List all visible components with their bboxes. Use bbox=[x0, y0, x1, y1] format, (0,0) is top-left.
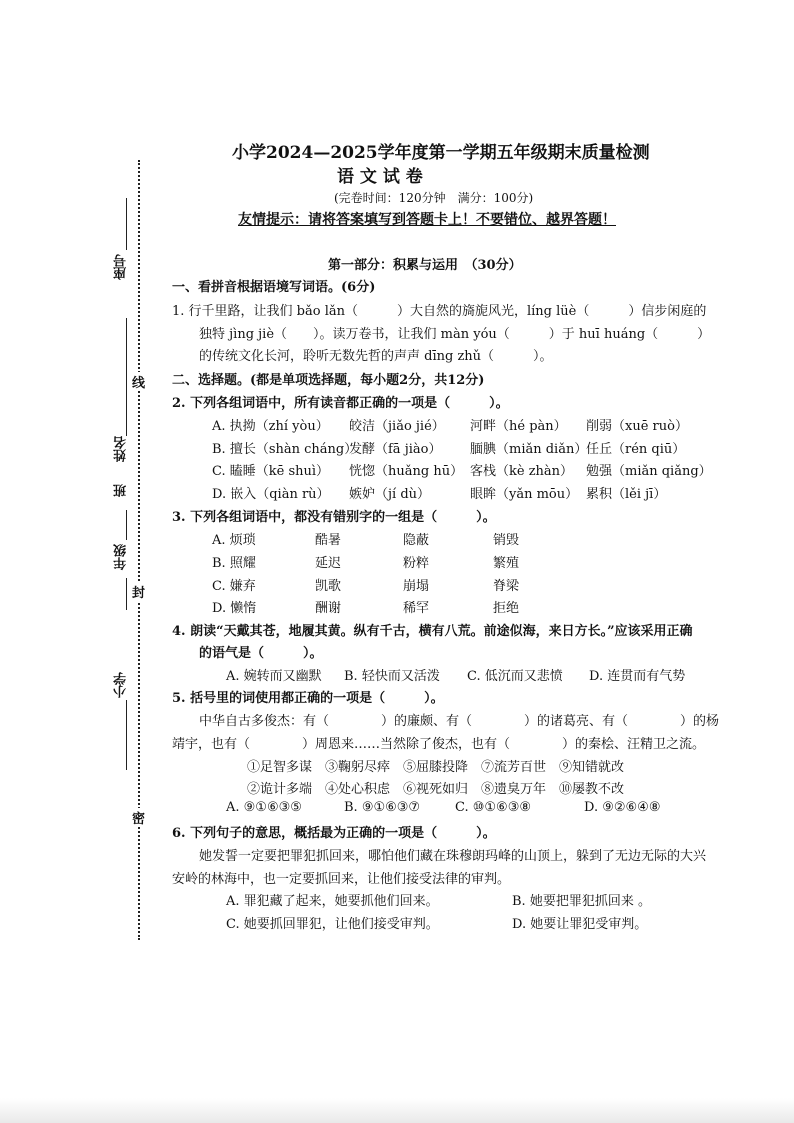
exam-info: (完卷时间：120分钟 满分：100分) bbox=[334, 191, 534, 205]
q5-word-list: ①足智多谋 ③鞠躬尽瘁 ⑤屈膝投降 ⑦流芳百世 ⑨知错就改 bbox=[247, 760, 625, 775]
section-heading-1: 一、看拼音根据语境写词语。(6分) bbox=[172, 280, 376, 295]
q5-paragraph: 靖宇，也有（ ）周恩来……当然除了俊杰，也有（ ）的秦桧、汪精卫之流。 bbox=[172, 737, 706, 752]
margin-mark-secret: 密 bbox=[132, 808, 145, 827]
q2-option: 任丘（rén qiū） bbox=[586, 442, 686, 457]
q3-option: 粉粹 bbox=[403, 556, 430, 571]
q1-line: 1. 行千里路，让我们 bǎo lǎn（ ）大自然的旖旎风光，líng lüè（ ）信步闲庭的 bbox=[172, 304, 707, 319]
part-heading: 第一部分：积累与运用 （30分） bbox=[328, 258, 522, 273]
q2-option: 腼腆（miǎn diǎn） bbox=[470, 442, 588, 457]
q5-option: B. ⑨①⑥③⑦ bbox=[344, 800, 421, 815]
q2-option: 眼眸（yǎn mōu） bbox=[470, 487, 579, 502]
q4-option: D. 连贯而有气势 bbox=[589, 669, 686, 684]
q3-option: 拒绝 bbox=[493, 601, 520, 616]
q4-option: B. 轻快而又活泼 bbox=[344, 669, 440, 684]
q2-option: 恍惚（huǎng hū） bbox=[349, 464, 464, 479]
q2-option: 嫉妒（jí dù） bbox=[349, 487, 431, 502]
q2-option: 累积（lěi jī） bbox=[586, 487, 667, 502]
q2-option: B. 擅长（shàn cháng） bbox=[212, 442, 358, 457]
name-fill-line[interactable] bbox=[126, 318, 127, 436]
q3-option: 繁殖 bbox=[493, 556, 520, 571]
margin-mark-seal: 封 bbox=[132, 582, 145, 601]
q6-paragraph: 她发誓一定要把罪犯抓回来，哪怕他们藏在珠穆朗玛峰的山顶上，躲到了无边无际的大兴 bbox=[199, 849, 707, 864]
q3-stem: 3. 下列各组词语中，都没有错别字的一组是（ ）。 bbox=[172, 510, 496, 525]
school-fill-line[interactable] bbox=[126, 700, 127, 770]
q6-option: D. 她要让罪犯受审判。 bbox=[512, 917, 648, 932]
margin-mark-line: 线 bbox=[132, 372, 145, 391]
q2-stem: 2. 下列各组词语中，所有读音都正确的一项是（ ）。 bbox=[172, 396, 509, 411]
exam-title: 小学2024—2025学年度第一学期五年级期末质量检测 bbox=[232, 143, 650, 163]
q2-option: 发酵（fā jiào） bbox=[349, 442, 442, 457]
class-label: 班 bbox=[114, 484, 129, 497]
q3-option: 隐蔽 bbox=[403, 533, 430, 548]
q5-word-list: ②诡计多端 ④处心积虑 ⑥视死如归 ⑧遗臭万年 ⑩屡教不改 bbox=[247, 782, 625, 797]
reminder: 友情提示：请将答案填写到答题卡上！不要错位、越界答题！ bbox=[238, 212, 616, 228]
q6-option: B. 她要把罪犯抓回来 。 bbox=[512, 894, 651, 909]
q1-line: 的传统文化长河，聆听无数先哲的声声 dīng zhǔ（ ）。 bbox=[199, 349, 553, 364]
q4-option: C. 低沉而又悲愤 bbox=[467, 669, 563, 684]
class-fill-line[interactable] bbox=[126, 510, 127, 540]
q4-option: A. 婉转而又幽默 bbox=[226, 669, 322, 684]
q3-option: B. 照耀 bbox=[212, 556, 256, 571]
q2-option: C. 瞌睡（kē shuì） bbox=[212, 464, 330, 479]
name-label: 姓名 bbox=[114, 436, 129, 462]
school-label: 小学 bbox=[114, 672, 129, 698]
q3-option: 脊梁 bbox=[493, 579, 520, 594]
q2-option: A. 执拗（zhí yòu） bbox=[212, 419, 329, 434]
q3-option: C. 嫌弃 bbox=[212, 579, 256, 594]
q6-option: A. 罪犯藏了起来，她要抓他们回来。 bbox=[226, 894, 439, 909]
grade-label: 年级 bbox=[114, 544, 129, 570]
q5-option: C. ⑩①⑥③⑧ bbox=[455, 800, 532, 815]
q2-option: 客栈（kè zhàn） bbox=[470, 464, 574, 479]
q3-option: 延迟 bbox=[315, 556, 342, 571]
section-heading-2: 二、选择题。(都是单项选择题，每小题2分，共12分) bbox=[172, 373, 485, 388]
seat-label: 座号 bbox=[114, 254, 129, 280]
q2-option: 削弱（xuē ruò） bbox=[586, 419, 688, 434]
q2-option: 皎洁（jiǎo jié） bbox=[349, 419, 445, 434]
q3-option: 销毁 bbox=[493, 533, 520, 548]
q2-option: 河畔（hé pàn） bbox=[470, 419, 567, 434]
q6-option: C. 她要抓回罪犯，让他们接受审判。 bbox=[226, 917, 439, 932]
q2-option: D. 嵌入（qiàn rù） bbox=[212, 487, 330, 502]
subject-title: 语 文 试 卷 bbox=[337, 167, 423, 187]
q4-stem: 4. 朗读“天戴其苍，地履其黄。纵有千古，横有八荒。前途似海，来日方长。”应该采用正确 bbox=[172, 624, 693, 639]
q3-option: A. 烦琐 bbox=[212, 533, 256, 548]
q3-option: 酷暑 bbox=[315, 533, 342, 548]
q3-option: D. 懒惰 bbox=[212, 601, 257, 616]
q5-stem: 5. 括号里的词使用都正确的一项是（ ）。 bbox=[172, 691, 444, 706]
q4-stem-cont: 的语气是（ ）。 bbox=[199, 646, 323, 661]
q5-option: D. ⑨②⑥④⑧ bbox=[584, 800, 661, 815]
q5-paragraph: 中华自古多俊杰：有（ ）的廉颇、有（ ）的诸葛亮、有（ ）的杨 bbox=[199, 714, 720, 729]
q3-option: 稀罕 bbox=[403, 601, 430, 616]
grade-fill-line[interactable] bbox=[126, 578, 127, 610]
q2-option: 勉强（miǎn qiǎng） bbox=[586, 464, 712, 479]
q6-paragraph: 安岭的林海中，也一定要抓回来，让他们接受法律的审判。 bbox=[172, 872, 511, 887]
q1-line: 独特 jìng jiè（ ）。读万卷书，让我们 màn yóu（ ）于 huī huáng（ ） bbox=[199, 327, 711, 342]
seat-fill-line[interactable] bbox=[126, 198, 127, 250]
q3-option: 崩塌 bbox=[403, 579, 430, 594]
q3-option: 凯歌 bbox=[315, 579, 342, 594]
q3-option: 酬谢 bbox=[315, 601, 342, 616]
q5-option: A. ⑨①⑥③⑤ bbox=[226, 800, 302, 815]
page-bottom-edge bbox=[0, 1098, 794, 1123]
q6-stem: 6. 下列句子的意思，概括最为正确的一项是（ ）。 bbox=[172, 826, 496, 841]
